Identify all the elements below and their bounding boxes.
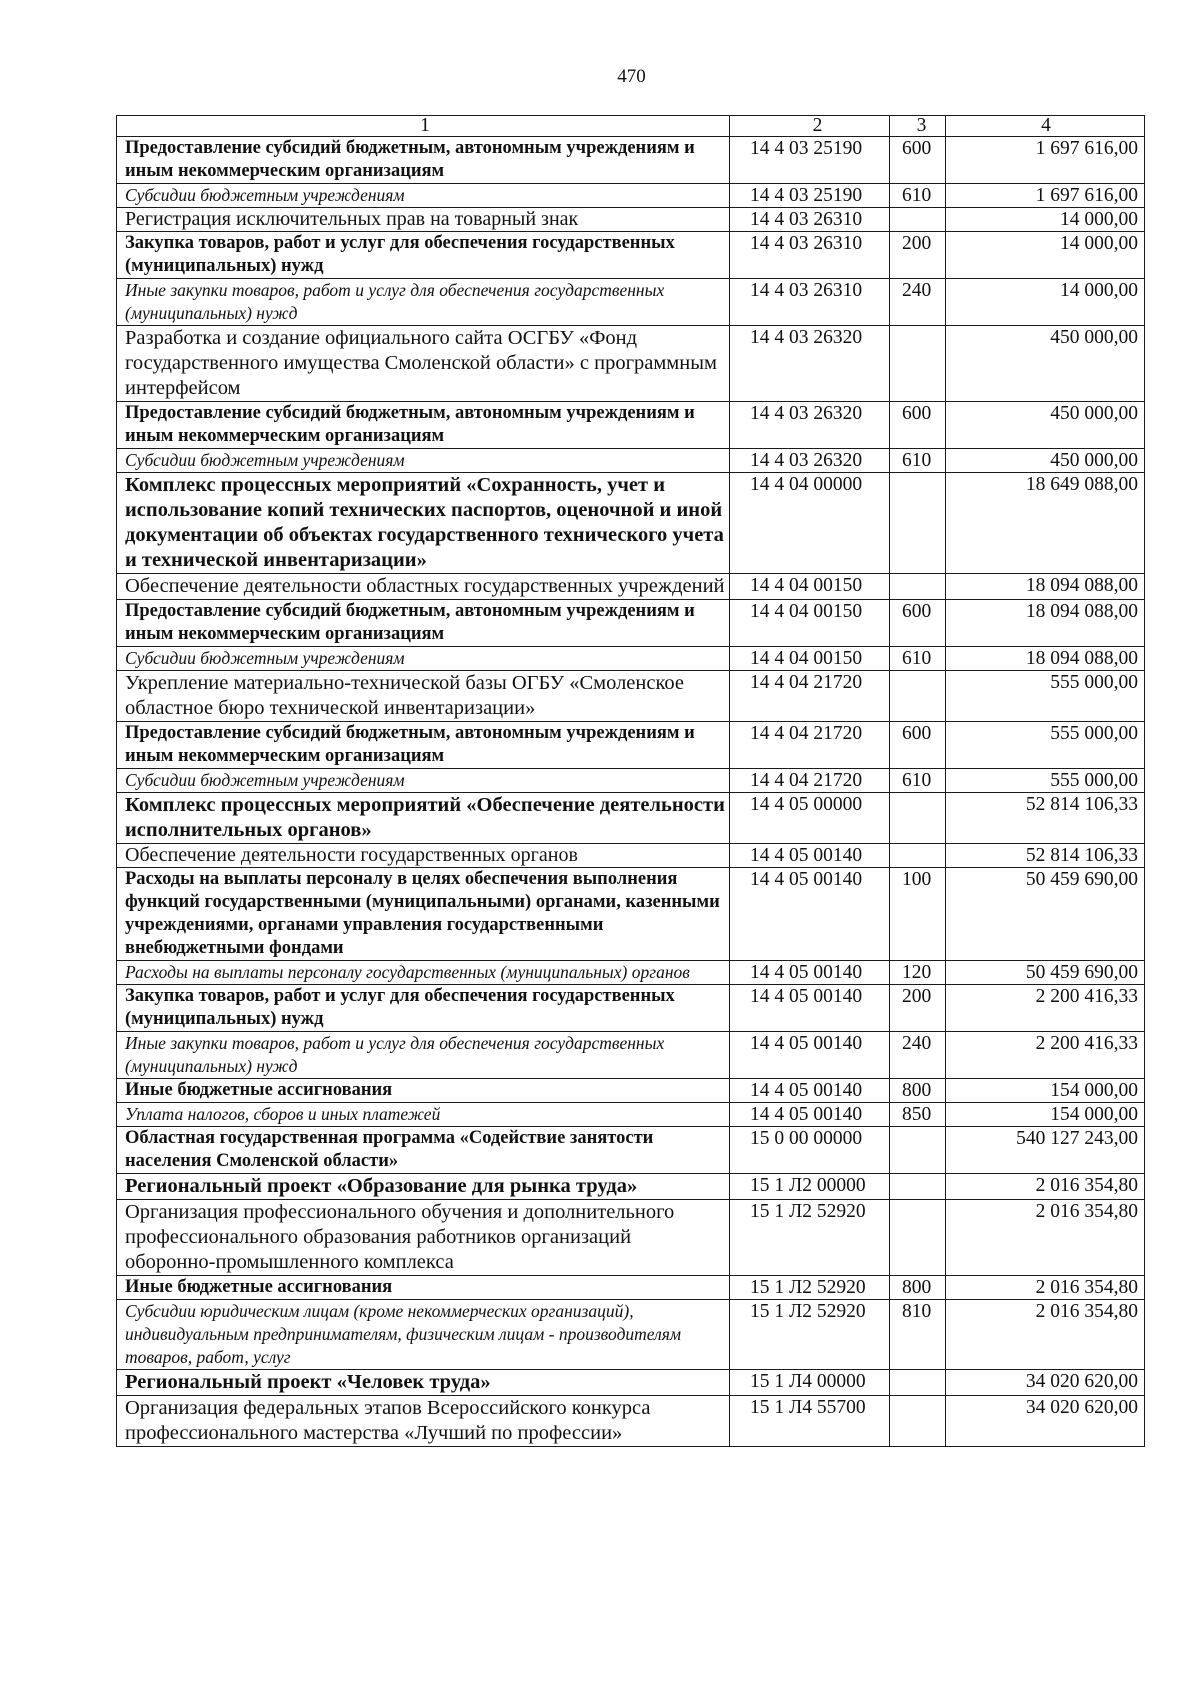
table-row [117,1370,1145,1396]
row-type-cell: 610 [890,449,946,473]
row-name-cell: Иные бюджетные ассигнования [117,1276,730,1300]
row-name-cell: Субсидии бюджетным учреждениям [117,769,730,793]
table-row [117,1127,1145,1174]
row-type-cell: 200 [890,232,946,279]
row-amount-cell: 14 000,00 [946,208,1145,232]
row-code-cell: 15 1 Л4 55700 [730,1396,890,1447]
row-name-cell: Расходы на выплаты персоналу государственных (муниципальных) органов [117,961,730,985]
row-type-cell [890,1127,946,1174]
row-code-cell: 14 4 04 21720 [730,671,890,722]
table-row [117,961,1145,985]
row-name-cell: Разработка и создание официального сайта ОСГБУ «Фонд государственного имущества Смоленской области» с программным интерфейсом [117,326,730,402]
row-type-cell [890,1200,946,1276]
table-row [117,137,1145,184]
row-name-cell: Уплата налогов, сборов и иных платежей [117,1103,730,1127]
row-amount-cell: 2 016 354,80 [946,1200,1145,1276]
row-amount-cell: 18 649 088,00 [946,473,1145,574]
row-name-cell: Предоставление субсидий бюджетным, автономным учреждениям и иным некоммерческим организациям [117,600,730,647]
table-row [117,449,1145,473]
row-code-cell: 14 4 05 00000 [730,793,890,844]
table-row [117,232,1145,279]
row-amount-cell: 450 000,00 [946,449,1145,473]
row-name-cell: Предоставление субсидий бюджетным, автономным учреждениям и иным некоммерческим организациям [117,722,730,769]
row-amount-cell: 52 814 106,33 [946,793,1145,844]
row-name-cell: Расходы на выплаты персоналу в целях обеспечения выполнения функций государственными (муниципальными) органами, казенными учреждениями, органами управления государственными внебюджетными фондами [117,868,730,961]
row-name-cell: Субсидии юридическим лицам (кроме некоммерческих организаций), индивидуальным предпринимателям, физическим лицам - производителям товаров, работ, услуг [117,1300,730,1370]
table-row [117,793,1145,844]
row-type-cell: 610 [890,769,946,793]
row-code-cell: 14 4 03 26310 [730,232,890,279]
row-type-cell: 610 [890,647,946,671]
row-name-cell: Комплекс процессных мероприятий «Сохранность, учет и использование копий технических паспортов, оценочной и иной документации об объектах государственного технического учета и технической инвентаризации» [117,473,730,574]
row-type-cell [890,793,946,844]
table-row [117,844,1145,868]
row-code-cell: 14 4 04 00150 [730,600,890,647]
row-amount-cell: 34 020 620,00 [946,1396,1145,1447]
row-name-cell: Организация профессионального обучения и дополнительного профессионального образования работников организаций оборонно-промышленного комплекса [117,1200,730,1276]
table-row [117,208,1145,232]
row-code-cell: 14 4 04 21720 [730,722,890,769]
table-row [117,1396,1145,1447]
budget-table [116,115,1145,1447]
table-row [117,1079,1145,1103]
row-type-cell [890,1396,946,1447]
row-name-cell: Предоставление субсидий бюджетным, автономным учреждениям и иным некоммерческим организациям [117,137,730,184]
row-type-cell [890,671,946,722]
row-amount-cell: 2 200 416,33 [946,1032,1145,1079]
row-amount-cell: 555 000,00 [946,769,1145,793]
table-row [117,722,1145,769]
row-type-cell [890,208,946,232]
row-type-cell: 610 [890,184,946,208]
row-name-cell: Предоставление субсидий бюджетным, автономным учреждениям и иным некоммерческим организациям [117,402,730,449]
row-code-cell: 14 4 05 00140 [730,868,890,961]
row-code-cell: 14 4 04 00150 [730,647,890,671]
row-amount-cell: 34 020 620,00 [946,1370,1145,1396]
table-body [117,116,1145,1447]
table-row [117,600,1145,647]
row-code-cell: 14 4 05 00140 [730,1079,890,1103]
row-type-cell [890,326,946,402]
row-amount-cell: 14 000,00 [946,279,1145,326]
row-name-cell: Субсидии бюджетным учреждениям [117,449,730,473]
row-code-cell: 14 4 04 21720 [730,769,890,793]
row-amount-cell: 450 000,00 [946,326,1145,402]
row-type-cell [890,844,946,868]
row-name-cell: Обеспечение деятельности государственных органов [117,844,730,868]
row-type-cell: 600 [890,600,946,647]
row-amount-cell: 540 127 243,00 [946,1127,1145,1174]
row-name-cell: Областная государственная программа «Содействие занятости населения Смоленской области» [117,1127,730,1174]
row-code-cell: 14 4 03 26320 [730,402,890,449]
row-code-cell: 15 1 Л4 00000 [730,1370,890,1396]
row-amount-cell: 18 094 088,00 [946,647,1145,671]
table-row [117,868,1145,961]
row-code-cell: 15 0 00 00000 [730,1127,890,1174]
row-name-cell: Иные закупки товаров, работ и услуг для обеспечения государственных (муниципальных) нужд [117,279,730,326]
row-type-cell [890,1174,946,1200]
header-cell-1: 1 [117,116,730,137]
row-code-cell: 14 4 03 26320 [730,326,890,402]
row-type-cell [890,1370,946,1396]
table-row [117,402,1145,449]
table-row [117,985,1145,1032]
page-number: 470 [617,66,646,87]
row-type-cell: 600 [890,402,946,449]
row-amount-cell: 50 459 690,00 [946,961,1145,985]
row-code-cell: 15 1 Л2 52920 [730,1200,890,1276]
row-code-cell: 14 4 04 00000 [730,473,890,574]
row-amount-cell: 1 697 616,00 [946,184,1145,208]
table-row [117,647,1145,671]
row-name-cell: Регистрация исключительных прав на товарный знак [117,208,730,232]
row-amount-cell: 18 094 088,00 [946,600,1145,647]
row-type-cell: 800 [890,1079,946,1103]
row-type-cell: 240 [890,279,946,326]
row-name-cell: Закупка товаров, работ и услуг для обеспечения государственных (муниципальных) нужд [117,985,730,1032]
row-amount-cell: 555 000,00 [946,722,1145,769]
row-amount-cell: 50 459 690,00 [946,868,1145,961]
row-code-cell: 14 4 04 00150 [730,574,890,600]
table-row [117,1032,1145,1079]
row-amount-cell: 18 094 088,00 [946,574,1145,600]
row-type-cell: 200 [890,985,946,1032]
row-name-cell: Региональный проект «Образование для рынка труда» [117,1174,730,1200]
row-amount-cell: 450 000,00 [946,402,1145,449]
table-row [117,1300,1145,1370]
row-amount-cell: 52 814 106,33 [946,844,1145,868]
row-amount-cell: 1 697 616,00 [946,137,1145,184]
row-amount-cell: 14 000,00 [946,232,1145,279]
row-amount-cell: 2 016 354,80 [946,1174,1145,1200]
row-code-cell: 14 4 05 00140 [730,961,890,985]
table-row [117,326,1145,402]
row-amount-cell: 154 000,00 [946,1103,1145,1127]
row-code-cell: 14 4 03 26310 [730,279,890,326]
row-code-cell: 14 4 05 00140 [730,985,890,1032]
row-code-cell: 14 4 05 00140 [730,844,890,868]
row-amount-cell: 2 016 354,80 [946,1300,1145,1370]
row-type-cell [890,473,946,574]
row-amount-cell: 2 200 416,33 [946,985,1145,1032]
row-type-cell: 600 [890,137,946,184]
row-code-cell: 14 4 03 26310 [730,208,890,232]
row-amount-cell: 154 000,00 [946,1079,1145,1103]
row-name-cell: Организация федеральных этапов Всероссийского конкурса профессионального мастерства «Лучший по профессии» [117,1396,730,1447]
row-name-cell: Закупка товаров, работ и услуг для обеспечения государственных (муниципальных) нужд [117,232,730,279]
table-row [117,184,1145,208]
table-row [117,574,1145,600]
table-row [117,1276,1145,1300]
row-code-cell: 15 1 Л2 52920 [730,1276,890,1300]
row-code-cell: 14 4 03 25190 [730,184,890,208]
table-row [117,1200,1145,1276]
row-name-cell: Субсидии бюджетным учреждениям [117,184,730,208]
table-row [117,1103,1145,1127]
row-name-cell: Иные закупки товаров, работ и услуг для обеспечения государственных (муниципальных) нужд [117,1032,730,1079]
table-row [117,473,1145,574]
table-row [117,769,1145,793]
header-cell-3: 3 [890,116,946,137]
row-code-cell: 14 4 03 26320 [730,449,890,473]
row-code-cell: 14 4 05 00140 [730,1103,890,1127]
row-name-cell: Комплекс процессных мероприятий «Обеспечение деятельности исполнительных органов» [117,793,730,844]
row-name-cell: Субсидии бюджетным учреждениям [117,647,730,671]
table-row [117,1174,1145,1200]
row-name-cell: Региональный проект «Человек труда» [117,1370,730,1396]
row-name-cell: Укрепление материально-технической базы ОГБУ «Смоленское областное бюро технической инвентаризации» [117,671,730,722]
row-type-cell: 800 [890,1276,946,1300]
row-name-cell: Обеспечение деятельности областных государственных учреждений [117,574,730,600]
row-code-cell: 15 1 Л2 00000 [730,1174,890,1200]
row-type-cell: 100 [890,868,946,961]
table-row [117,671,1145,722]
row-amount-cell: 555 000,00 [946,671,1145,722]
table-row [117,279,1145,326]
header-cell-2: 2 [730,116,890,137]
row-type-cell: 810 [890,1300,946,1370]
row-code-cell: 14 4 03 25190 [730,137,890,184]
row-code-cell: 14 4 05 00140 [730,1032,890,1079]
row-type-cell: 600 [890,722,946,769]
row-type-cell: 850 [890,1103,946,1127]
row-type-cell: 120 [890,961,946,985]
row-name-cell: Иные бюджетные ассигнования [117,1079,730,1103]
row-code-cell: 15 1 Л2 52920 [730,1300,890,1370]
row-amount-cell: 2 016 354,80 [946,1276,1145,1300]
row-type-cell: 240 [890,1032,946,1079]
header-cell-4: 4 [946,116,1145,137]
table-header-row [117,116,1145,137]
row-type-cell [890,574,946,600]
